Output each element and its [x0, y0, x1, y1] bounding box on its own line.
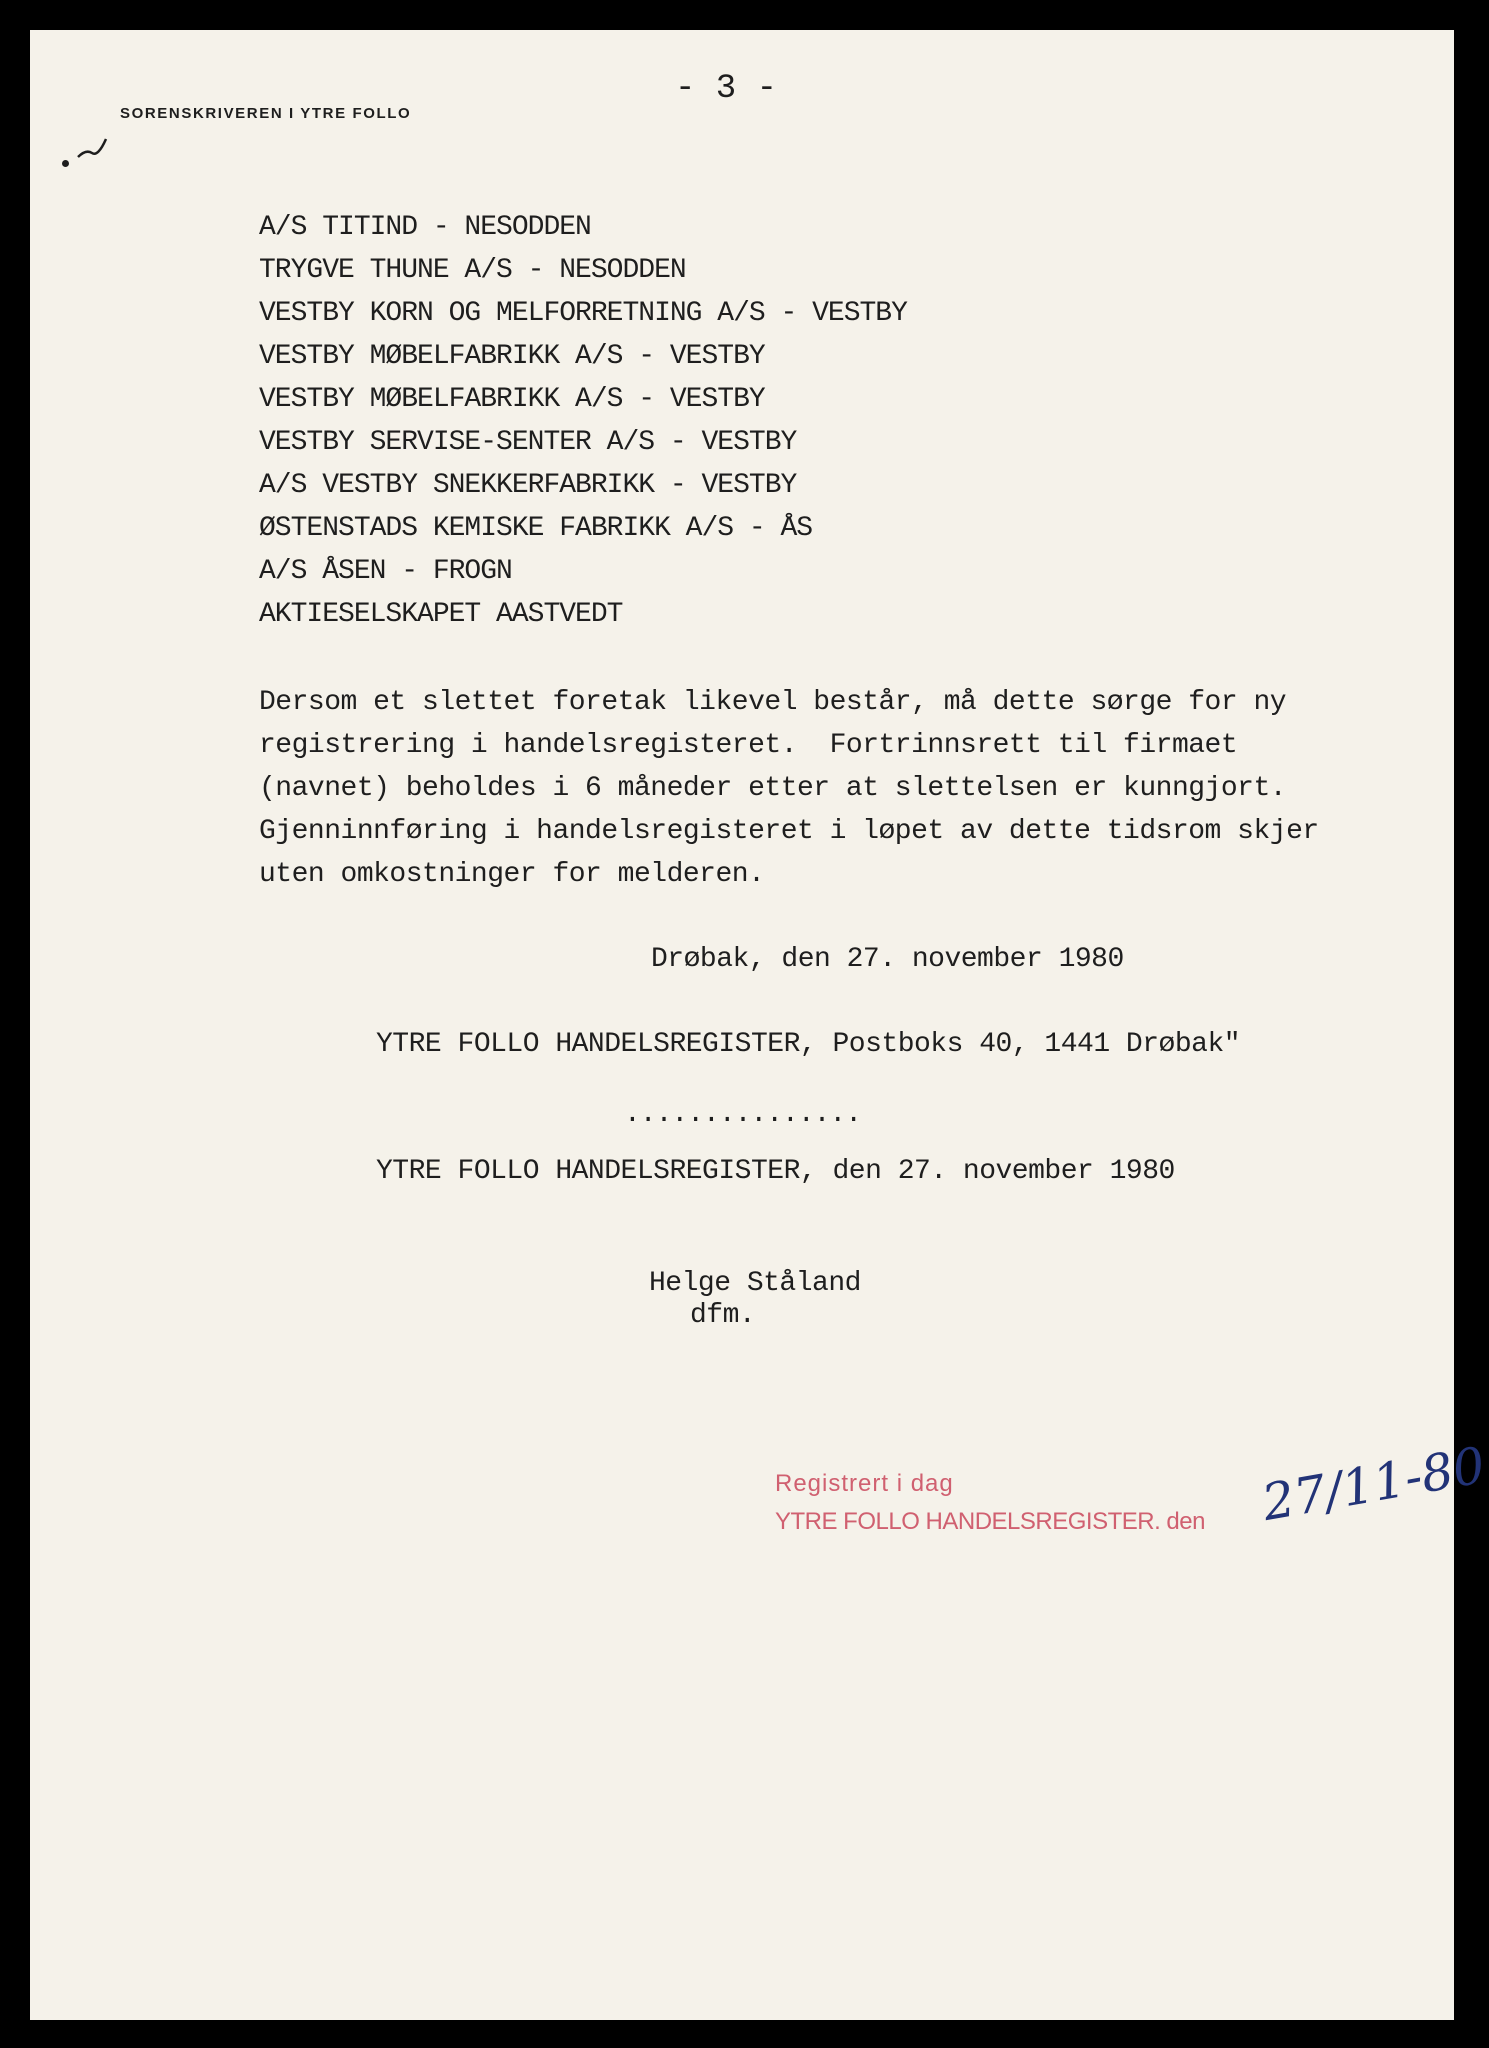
paragraph-line: (navnet) beholdes i 6 måneder etter at slettelsen er kunngjort. [259, 773, 1287, 804]
company-item: VESTBY SERVISE-SENTER A/S - VESTBY [259, 427, 797, 458]
paragraph-line: Gjenninnføring i handelsregisteret i løpet av dette tidsrom skjer [259, 816, 1319, 847]
signature-title: dfm. [690, 1300, 756, 1331]
company-item: ØSTENSTADS KEMISKE FABRIKK A/S - ÅS [259, 513, 813, 544]
address-line: YTRE FOLLO HANDELSREGISTER, Postboks 40, 1441 Drøbak" [376, 1029, 1241, 1060]
company-item: AKTIESELSKAPET AASTVEDT [259, 599, 623, 630]
separator-dots: ............... [624, 1099, 862, 1130]
company-item: TRYGVE THUNE A/S - NESODDEN [259, 255, 686, 286]
company-item: A/S TITIND - NESODDEN [259, 212, 591, 243]
handwritten-date: 27/11-80 [1258, 1435, 1489, 1533]
register-line: YTRE FOLLO HANDELSREGISTER, den 27. november 1980 [376, 1156, 1175, 1187]
company-item: VESTBY MØBELFABRIKK A/S - VESTBY [259, 341, 765, 372]
document-sheet [30, 30, 1489, 2020]
ink-dot [62, 160, 69, 167]
signature-name: Helge Ståland [649, 1268, 861, 1299]
paragraph-line: uten omkostninger for melderen. [259, 859, 765, 890]
company-item: A/S VESTBY SNEKKERFABRIKK - VESTBY [259, 470, 797, 501]
office-letterhead: SORENSKRIVEREN I YTRE FOLLO [120, 105, 412, 122]
date-line: Drøbak, den 27. november 1980 [651, 944, 1124, 975]
company-item: A/S ÅSEN - FROGN [259, 556, 512, 587]
paragraph-line: registrering i handelsregisteret. Fortrinnsrett til firmaet [259, 730, 1238, 761]
ink-mark [74, 135, 110, 161]
company-item: VESTBY KORN OG MELFORRETNING A/S - VESTBY [259, 298, 907, 329]
page-number: - 3 - [675, 70, 778, 108]
stamp-line-2: YTRE FOLLO HANDELSREGISTER. den [775, 1508, 1205, 1535]
paragraph-line: Dersom et slettet foretak likevel består, må dette sørge for ny [259, 687, 1287, 718]
company-item: VESTBY MØBELFABRIKK A/S - VESTBY [259, 384, 765, 415]
stamp-line-1: Registrert i dag [775, 1470, 954, 1497]
